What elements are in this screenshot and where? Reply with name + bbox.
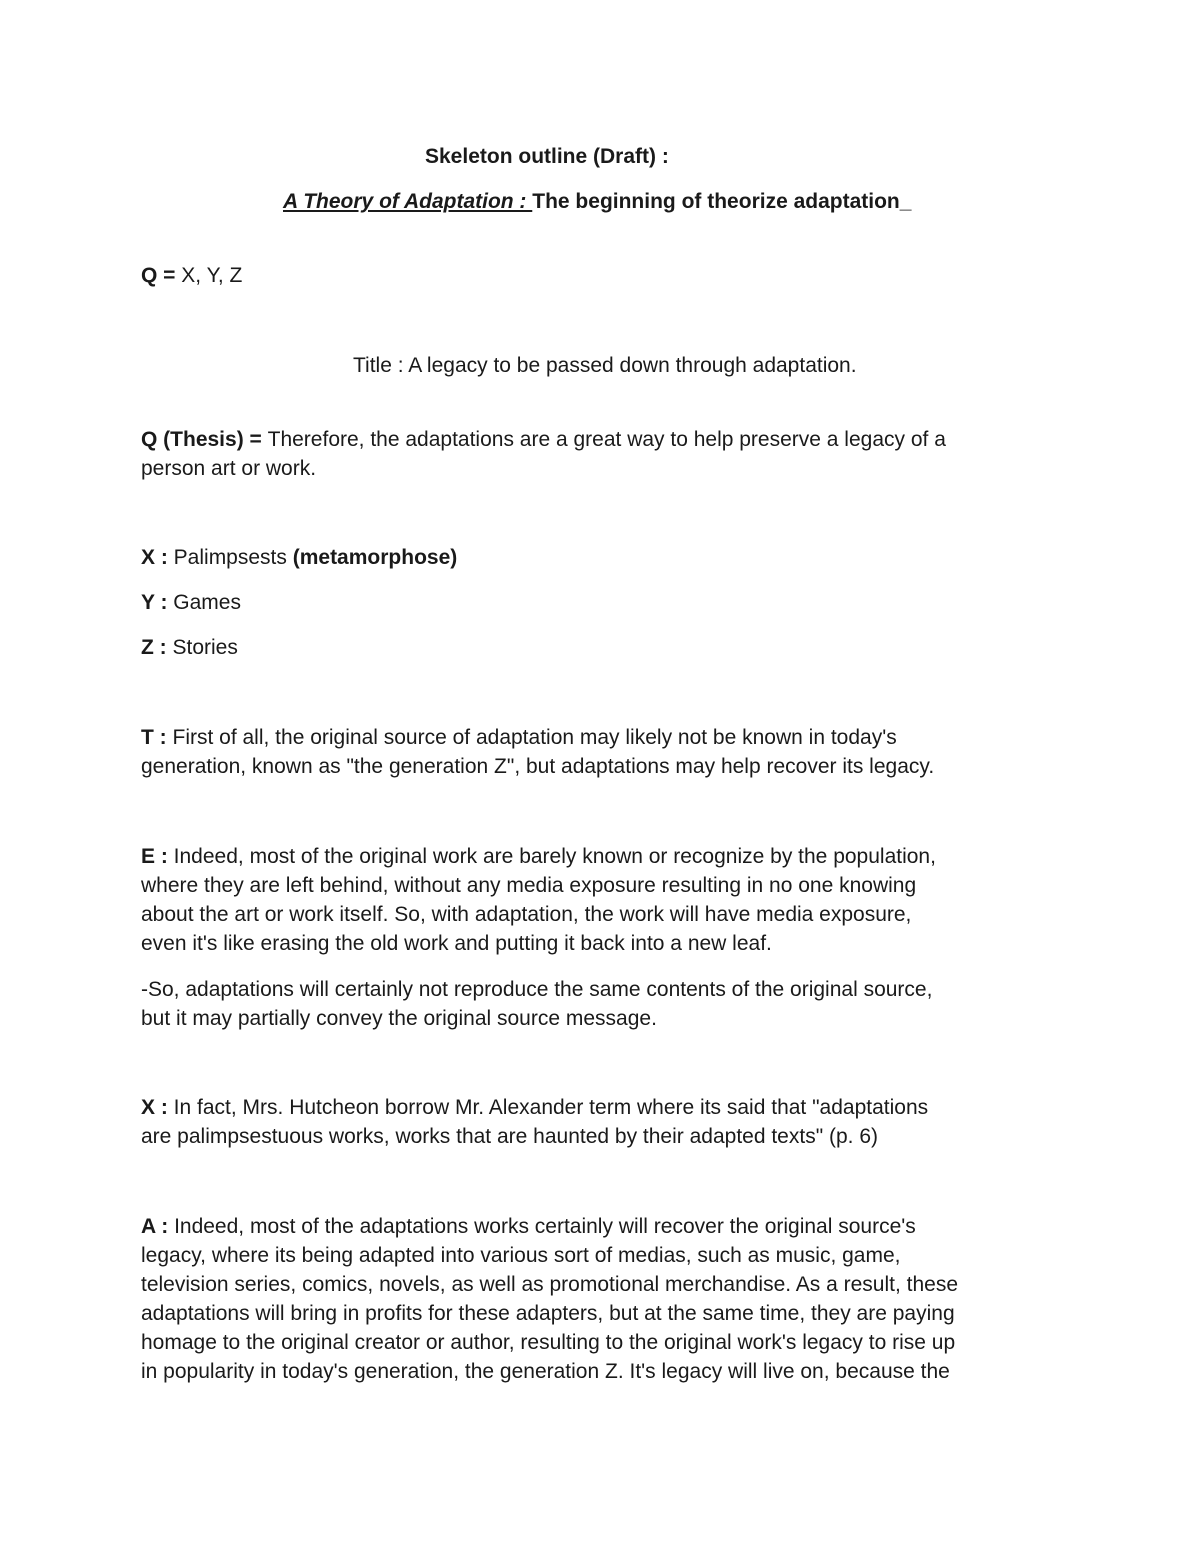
q-value: X, Y, Z <box>181 264 243 287</box>
e-line-1 <box>141 842 936 871</box>
subtitle-rest: The beginning of theorize adaptation <box>532 190 900 213</box>
x2-text-1: In fact, Mrs. Hutcheon borrow Mr. Alexander term where its said that "adaptations <box>173 1096 929 1119</box>
e-line-2: where they are left behind, without any media exposure resulting in no one knowing <box>141 874 917 897</box>
a-line-3: television series, comics, novels, as well as promotional merchandise. As a result, these <box>141 1273 959 1296</box>
a-line-6: in popularity in today's generation, the generation Z. It's legacy will live on, because the <box>141 1360 950 1383</box>
t-line-2: generation, known as "the generation Z", but adaptations may help recover its legacy. <box>141 755 935 778</box>
a-line-4: adaptations will bring in profits for these adapters, but at the same time, they are paying <box>141 1302 955 1325</box>
t-text-1: First of all, the original source of adaptation may likely not be known in today's <box>172 726 897 749</box>
a-line-5: homage to the original creator or author, resulting to the original work's legacy to rise up <box>141 1331 956 1354</box>
thesis-label: Q (Thesis) = <box>141 428 268 451</box>
e-label: E : <box>141 845 174 868</box>
subtitle-trail: _ <box>899 190 912 213</box>
e-line-3: about the art or work itself. So, with adaptation, the work will have media exposure, <box>141 903 912 926</box>
t-line-1 <box>141 723 897 752</box>
q-line <box>141 261 242 290</box>
e-line-4: even it's like erasing the old work and putting it back into a new leaf. <box>141 932 772 955</box>
e2-line-2: but it may partially convey the original source message. <box>141 1007 657 1030</box>
x-line <box>141 543 457 572</box>
x2-line-1 <box>141 1093 928 1122</box>
a-text-1: Indeed, most of the adaptations works certainly will recover the original source's <box>174 1215 916 1238</box>
a-label: A : <box>141 1215 175 1238</box>
t-label: T : <box>141 726 173 749</box>
y-label: Y : <box>141 591 174 614</box>
thesis-line-2: person art or work. <box>141 457 317 480</box>
x-label: X : <box>141 546 174 569</box>
x-bold: (metamorphose) <box>292 546 458 569</box>
a-line-2: legacy, where its being adapted into various sort of medias, such as music, game, <box>141 1244 901 1267</box>
x-value: Palimpsests <box>173 546 293 569</box>
e2-line-1: -So, adaptations will certainly not reproduce the same contents of the original source, <box>141 978 933 1001</box>
title-line: Title : A legacy to be passed down through adaptation. <box>353 354 857 377</box>
subtitle-italic: A Theory of Adaptation : <box>283 190 533 213</box>
x2-label: X : <box>141 1096 174 1119</box>
a-line-1 <box>141 1212 916 1241</box>
q-label: Q = <box>141 264 182 287</box>
z-label: Z : <box>141 636 173 659</box>
y-line <box>141 588 241 617</box>
x2-line-2: are palimpsestuous works, works that are haunted by their adapted texts" (p. 6) <box>141 1125 878 1148</box>
y-value: Games <box>173 591 241 614</box>
z-line <box>141 633 238 662</box>
heading: Skeleton outline (Draft) : <box>425 145 669 168</box>
thesis-text-1: Therefore, the adaptations are a great way to help preserve a legacy of a <box>267 428 946 451</box>
subtitle <box>283 187 911 216</box>
e-text-1: Indeed, most of the original work are barely known or recognize by the population, <box>173 845 936 868</box>
z-value: Stories <box>172 636 238 659</box>
thesis-line-1 <box>141 425 946 454</box>
